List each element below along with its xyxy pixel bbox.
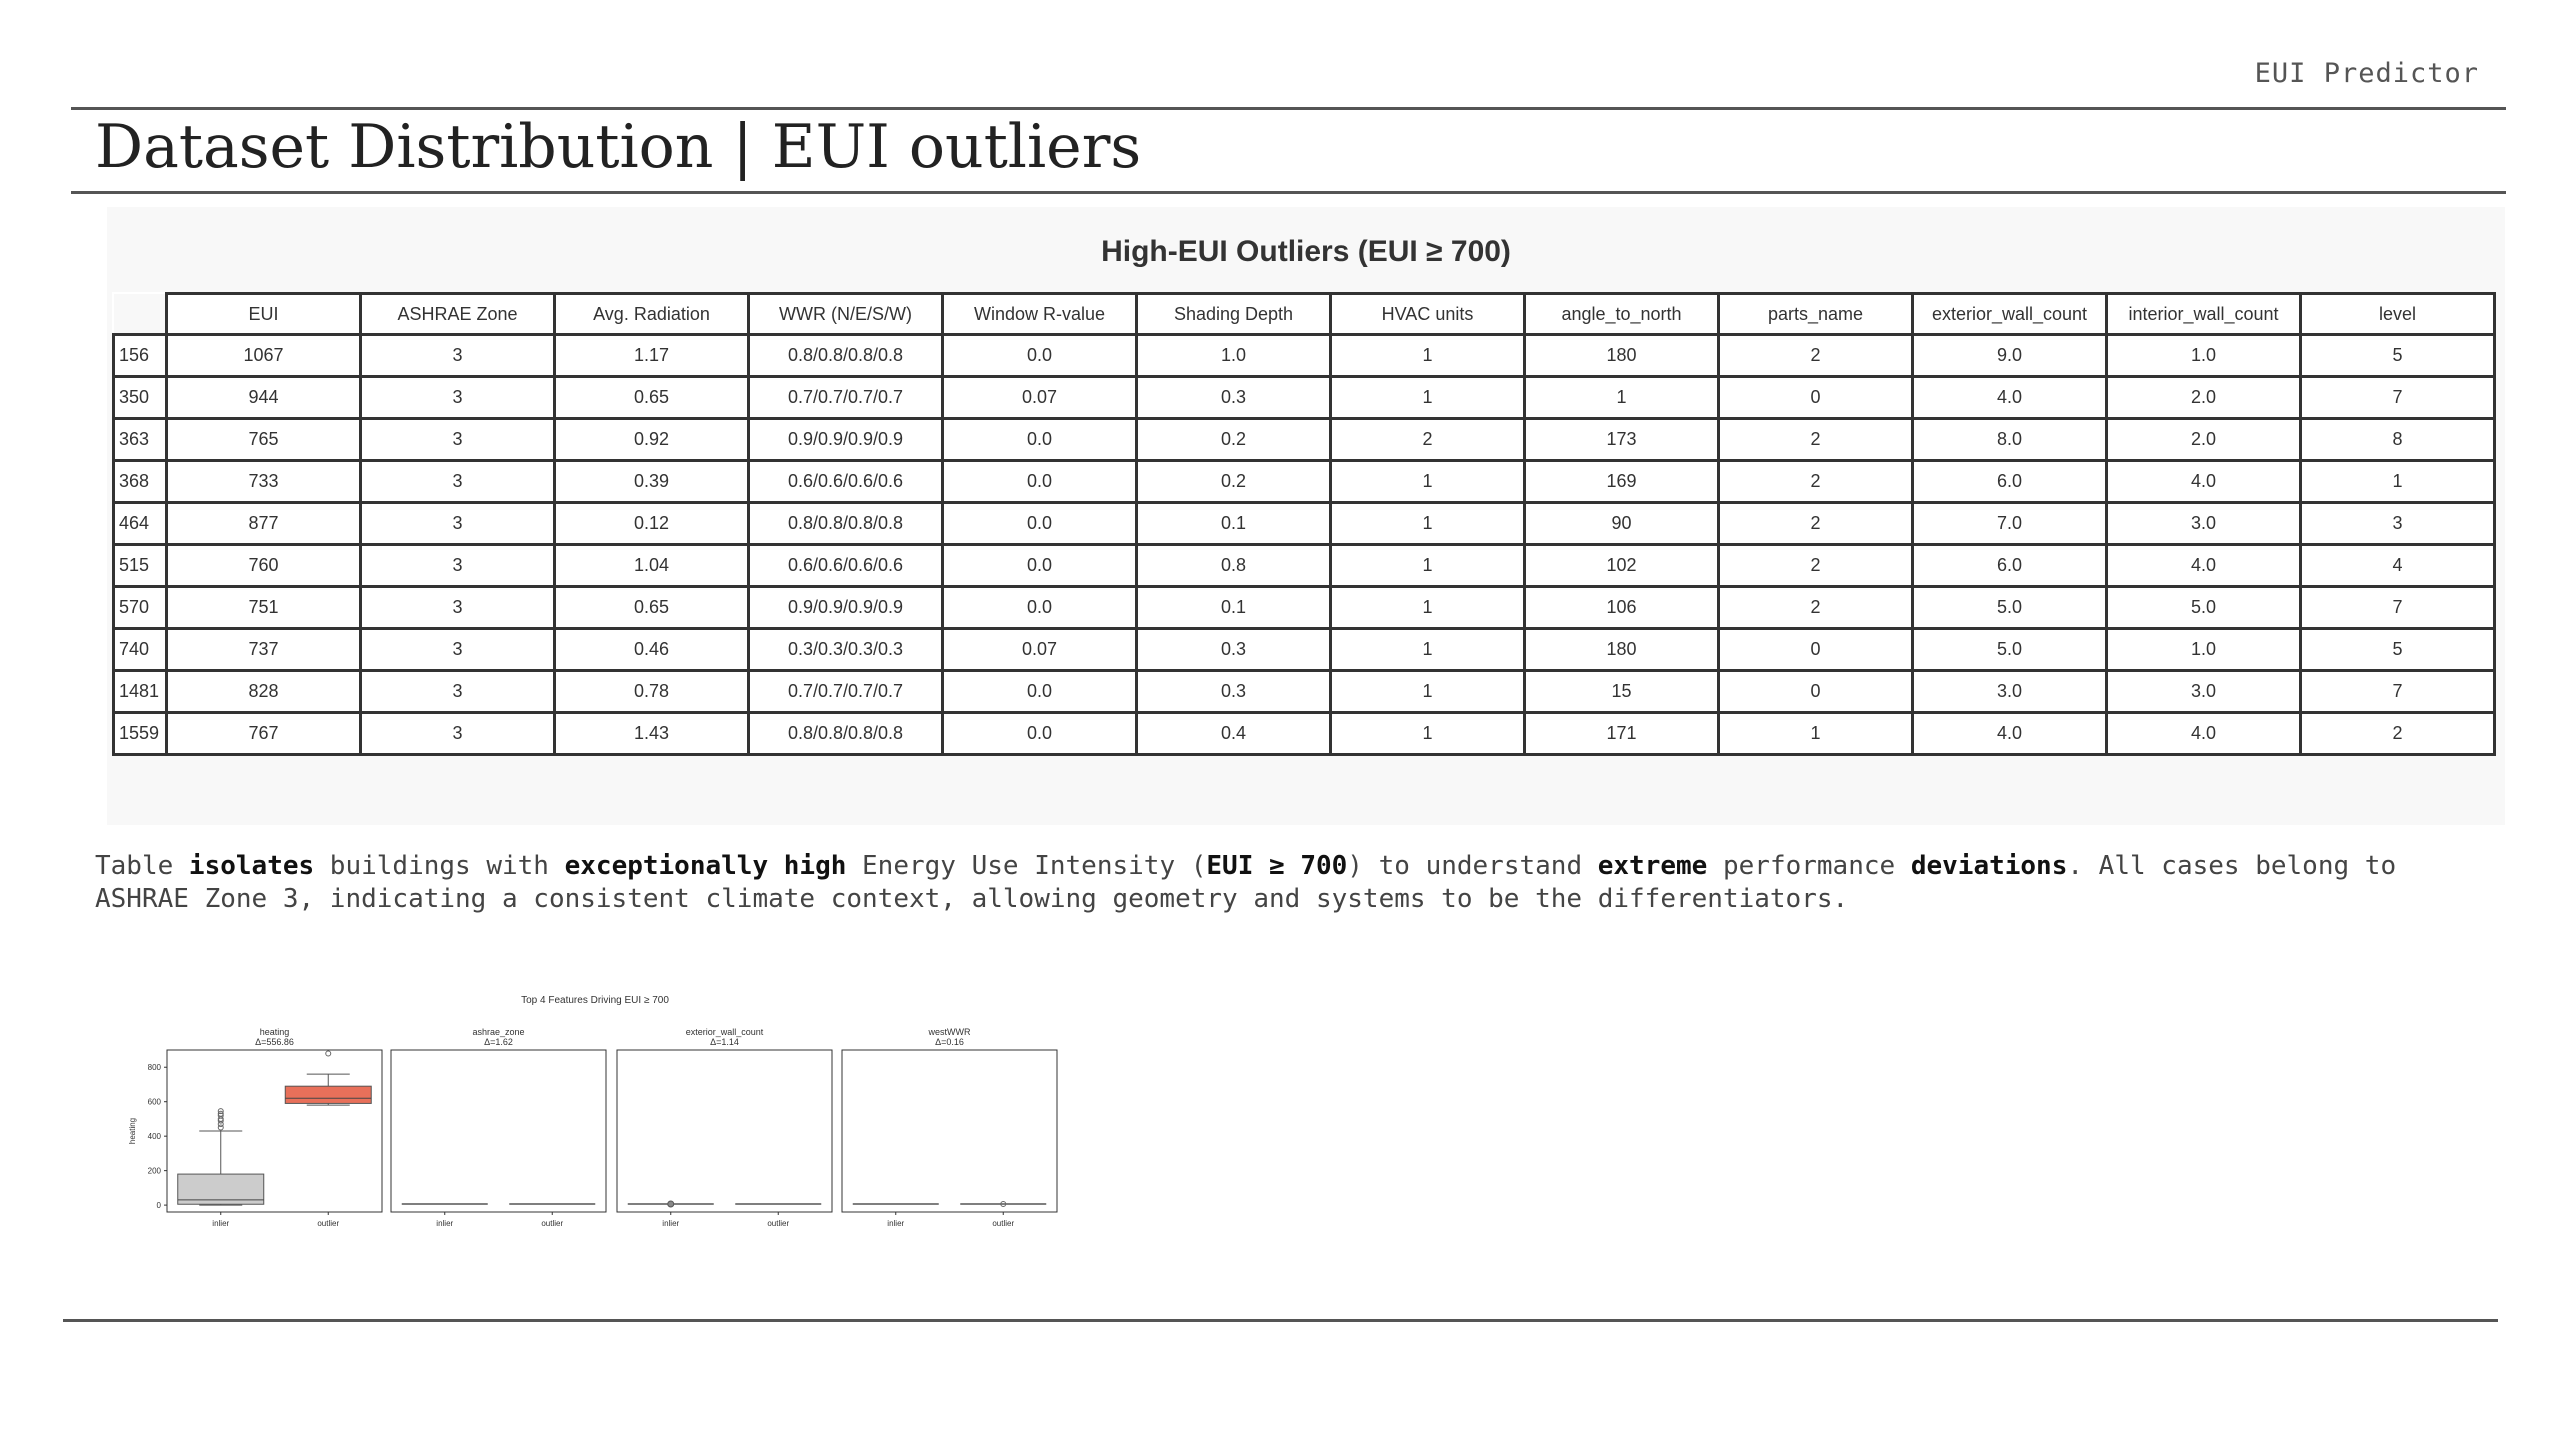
chart-title: Top 4 Features Driving EUI ≥ 700 bbox=[521, 995, 669, 1006]
table-cell: 1.43 bbox=[555, 713, 749, 755]
table-cell: 173 bbox=[1525, 419, 1719, 461]
column-header: WWR (N/E/S/W) bbox=[749, 294, 943, 335]
table-row bbox=[114, 629, 2495, 671]
table-cell: 0.39 bbox=[555, 461, 749, 503]
subplot-delta: Δ=556.86 bbox=[255, 1037, 294, 1047]
table-cell: 3 bbox=[361, 545, 555, 587]
table-cell: 4.0 bbox=[2107, 713, 2301, 755]
table-cell: 5.0 bbox=[1913, 587, 2107, 629]
x-tick-label: outlier bbox=[317, 1219, 340, 1228]
table-cell: 7 bbox=[2301, 377, 2495, 419]
top-rule bbox=[71, 107, 2506, 110]
table-cell: 0.7/0.7/0.7/0.7 bbox=[749, 377, 943, 419]
x-tick-label: outlier bbox=[767, 1219, 790, 1228]
table-cell: 1 bbox=[1331, 461, 1525, 503]
table-cell: 2 bbox=[1719, 587, 1913, 629]
table-cell: 3.0 bbox=[2107, 503, 2301, 545]
row-index: 515 bbox=[114, 545, 167, 587]
table-cell: 0.0 bbox=[943, 503, 1137, 545]
table-cell: 0.8/0.8/0.8/0.8 bbox=[749, 335, 943, 377]
table-cell: 0.7/0.7/0.7/0.7 bbox=[749, 671, 943, 713]
table-cell: 0.0 bbox=[943, 461, 1137, 503]
description-line-1 bbox=[95, 850, 2495, 883]
table-cell: 0.9/0.9/0.9/0.9 bbox=[749, 587, 943, 629]
column-header: angle_to_north bbox=[1525, 294, 1719, 335]
x-tick-label: outlier bbox=[541, 1219, 564, 1228]
table-cell: 0.2 bbox=[1137, 419, 1331, 461]
subplot-delta: Δ=1.62 bbox=[484, 1037, 513, 1047]
table-cell: 4.0 bbox=[2107, 545, 2301, 587]
table-cell: 3 bbox=[361, 503, 555, 545]
table-cell: 767 bbox=[167, 713, 361, 755]
table-cell: 0.0 bbox=[943, 545, 1137, 587]
table-cell: 5.0 bbox=[1913, 629, 2107, 671]
table-row bbox=[114, 461, 2495, 503]
table-cell: 0 bbox=[1719, 377, 1913, 419]
x-tick-label: inlier bbox=[887, 1219, 905, 1228]
y-tick-label: 0 bbox=[156, 1201, 161, 1211]
table-cell: 2 bbox=[1719, 545, 1913, 587]
subplot-title: heating bbox=[259, 1027, 290, 1037]
table-cell: 3 bbox=[361, 377, 555, 419]
table-row bbox=[114, 671, 2495, 713]
table-cell: 9.0 bbox=[1913, 335, 2107, 377]
table-cell: 3.0 bbox=[2107, 671, 2301, 713]
table-cell: 7 bbox=[2301, 671, 2495, 713]
x-tick-label: inlier bbox=[662, 1219, 680, 1228]
table-cell: 1.0 bbox=[2107, 335, 2301, 377]
table-cell: 3 bbox=[361, 461, 555, 503]
emphasis-text: exceptionally high bbox=[564, 851, 847, 881]
table-cell: 828 bbox=[167, 671, 361, 713]
table-cell: 7.0 bbox=[1913, 503, 2107, 545]
row-index: 740 bbox=[114, 629, 167, 671]
table-cell: 4.0 bbox=[1913, 713, 2107, 755]
table-cell: 733 bbox=[167, 461, 361, 503]
table-cell: 1 bbox=[1331, 671, 1525, 713]
table-cell: 7 bbox=[2301, 587, 2495, 629]
table-cell: 0 bbox=[1719, 671, 1913, 713]
description-text: buildings with bbox=[314, 851, 565, 881]
column-header: ASHRAE Zone bbox=[361, 294, 555, 335]
table-cell: 1 bbox=[1331, 503, 1525, 545]
table-cell: 8 bbox=[2301, 419, 2495, 461]
table-row bbox=[114, 419, 2495, 461]
table-cell: 3 bbox=[361, 671, 555, 713]
table-cell: 1.17 bbox=[555, 335, 749, 377]
y-tick-label: 800 bbox=[147, 1063, 161, 1073]
column-header: exterior_wall_count bbox=[1913, 294, 2107, 335]
table-cell: 0.9/0.9/0.9/0.9 bbox=[749, 419, 943, 461]
table-header-row bbox=[114, 294, 2495, 335]
subplot-title: westWWR bbox=[928, 1027, 971, 1037]
table-cell: 1 bbox=[1331, 545, 1525, 587]
bottom-rule bbox=[63, 1319, 2498, 1322]
table-cell: 0.0 bbox=[943, 671, 1137, 713]
table-cell: 0.8/0.8/0.8/0.8 bbox=[749, 713, 943, 755]
table-cell: 1 bbox=[2301, 461, 2495, 503]
description-text: performance bbox=[1707, 851, 1911, 881]
row-index: 570 bbox=[114, 587, 167, 629]
table-cell: 1.0 bbox=[1137, 335, 1331, 377]
table-cell: 4 bbox=[2301, 545, 2495, 587]
table-cell: 5 bbox=[2301, 629, 2495, 671]
table-cell: 4.0 bbox=[1913, 377, 2107, 419]
row-index: 363 bbox=[114, 419, 167, 461]
table-cell: 6.0 bbox=[1913, 461, 2107, 503]
table-cell: 0.46 bbox=[555, 629, 749, 671]
table-cell: 0.3/0.3/0.3/0.3 bbox=[749, 629, 943, 671]
table-row bbox=[114, 335, 2495, 377]
y-tick-label: 200 bbox=[147, 1166, 161, 1176]
page-title: Dataset Distribution | EUI outliers bbox=[95, 112, 1142, 182]
subplot-frame bbox=[391, 1050, 606, 1212]
row-index: 368 bbox=[114, 461, 167, 503]
table-cell: 0.8/0.8/0.8/0.8 bbox=[749, 503, 943, 545]
table-cell: 5.0 bbox=[2107, 587, 2301, 629]
table-cell: 0.4 bbox=[1137, 713, 1331, 755]
title-underline bbox=[71, 191, 2506, 194]
table-cell: 1 bbox=[1525, 377, 1719, 419]
table-cell: 0.2 bbox=[1137, 461, 1331, 503]
box-outlier bbox=[285, 1086, 371, 1103]
table-body bbox=[114, 335, 2495, 755]
table-cell: 760 bbox=[167, 545, 361, 587]
table-cell: 169 bbox=[1525, 461, 1719, 503]
table-cell: 90 bbox=[1525, 503, 1719, 545]
table-cell: 2.0 bbox=[2107, 419, 2301, 461]
table-cell: 0.07 bbox=[943, 377, 1137, 419]
x-tick-label: inlier bbox=[212, 1219, 230, 1228]
description-text: Table bbox=[95, 851, 189, 881]
table-cell: 0.0 bbox=[943, 419, 1137, 461]
table-cell: 751 bbox=[167, 587, 361, 629]
column-header: parts_name bbox=[1719, 294, 1913, 335]
table-cell: 765 bbox=[167, 419, 361, 461]
y-axis-label: heating bbox=[128, 1117, 137, 1145]
table-cell: 737 bbox=[167, 629, 361, 671]
table-cell: 2 bbox=[2301, 713, 2495, 755]
emphasis-text: extreme bbox=[1597, 851, 1708, 881]
table-cell: 3 bbox=[361, 335, 555, 377]
table-cell: 0 bbox=[1719, 629, 1913, 671]
table-cell: 0.0 bbox=[943, 713, 1137, 755]
feature-boxplot-chart bbox=[120, 985, 1070, 1230]
table-cell: 944 bbox=[167, 377, 361, 419]
table-cell: 1067 bbox=[167, 335, 361, 377]
row-index: 1481 bbox=[114, 671, 167, 713]
table-cell: 3 bbox=[2301, 503, 2495, 545]
row-index: 1559 bbox=[114, 713, 167, 755]
subplot-frame bbox=[842, 1050, 1057, 1212]
table-cell: 877 bbox=[167, 503, 361, 545]
table-cell: 180 bbox=[1525, 629, 1719, 671]
app-brand: EUI Predictor bbox=[2254, 58, 2479, 89]
table-cell: 1 bbox=[1331, 629, 1525, 671]
table-cell: 0.0 bbox=[943, 335, 1137, 377]
description-text: . All cases belong to bbox=[2067, 851, 2397, 881]
description-text: ) to understand bbox=[1347, 851, 1598, 881]
table-cell: 5 bbox=[2301, 335, 2495, 377]
table-cell: 3 bbox=[361, 629, 555, 671]
table-cell: 1 bbox=[1331, 587, 1525, 629]
column-header: EUI bbox=[167, 294, 361, 335]
table-cell: 0.8 bbox=[1137, 545, 1331, 587]
table-cell: 3 bbox=[361, 713, 555, 755]
table-cell: 3.0 bbox=[1913, 671, 2107, 713]
table-cell: 171 bbox=[1525, 713, 1719, 755]
table-cell: 2 bbox=[1719, 419, 1913, 461]
table-cell: 2 bbox=[1719, 503, 1913, 545]
table-cell: 8.0 bbox=[1913, 419, 2107, 461]
column-header: Avg. Radiation bbox=[555, 294, 749, 335]
row-index: 156 bbox=[114, 335, 167, 377]
table-row bbox=[114, 587, 2495, 629]
table-cell: 0.07 bbox=[943, 629, 1137, 671]
table-cell: 2.0 bbox=[2107, 377, 2301, 419]
table-cell: 0.78 bbox=[555, 671, 749, 713]
table-row bbox=[114, 377, 2495, 419]
subplot-title: exterior_wall_count bbox=[685, 1027, 764, 1037]
table-cell: 0.65 bbox=[555, 587, 749, 629]
column-header: interior_wall_count bbox=[2107, 294, 2301, 335]
emphasis-text: deviations bbox=[1910, 851, 2068, 881]
subplot-delta: Δ=0.16 bbox=[935, 1037, 964, 1047]
table-cell: 1.0 bbox=[2107, 629, 2301, 671]
y-tick-label: 600 bbox=[147, 1097, 161, 1107]
boxplot-svg bbox=[120, 985, 1070, 1230]
table-cell: 1.04 bbox=[555, 545, 749, 587]
description-text: Energy Use Intensity ( bbox=[846, 851, 1207, 881]
table-cell: 180 bbox=[1525, 335, 1719, 377]
description-line-2: ASHRAE Zone 3, indicating a consistent climate context, allowing geometry and systems to be the differentiators. bbox=[95, 884, 1849, 914]
table-cell: 4.0 bbox=[2107, 461, 2301, 503]
box-flier bbox=[668, 1201, 674, 1207]
table-cell: 3 bbox=[361, 587, 555, 629]
table-cell: 0.92 bbox=[555, 419, 749, 461]
table-cell: 0.1 bbox=[1137, 503, 1331, 545]
description bbox=[95, 850, 2495, 916]
table-cell: 1 bbox=[1331, 335, 1525, 377]
table-cell: 2 bbox=[1719, 461, 1913, 503]
table-cell: 0.65 bbox=[555, 377, 749, 419]
column-header: Window R-value bbox=[943, 294, 1137, 335]
table-title: High-EUI Outliers (EUI ≥ 700) bbox=[1101, 235, 1511, 268]
table-cell: 6.0 bbox=[1913, 545, 2107, 587]
x-tick-label: inlier bbox=[436, 1219, 454, 1228]
x-tick-label: outlier bbox=[992, 1219, 1015, 1228]
subplot-title: ashrae_zone bbox=[472, 1027, 525, 1037]
table-cell: 0.3 bbox=[1137, 377, 1331, 419]
table-corner bbox=[114, 294, 167, 335]
table-cell: 1 bbox=[1719, 713, 1913, 755]
table-cell: 0.0 bbox=[943, 587, 1137, 629]
table-cell: 2 bbox=[1331, 419, 1525, 461]
subplot-delta: Δ=1.14 bbox=[710, 1037, 739, 1047]
table-cell: 3 bbox=[361, 419, 555, 461]
table-cell: 0.3 bbox=[1137, 671, 1331, 713]
emphasis-text: isolates bbox=[188, 851, 315, 881]
table-cell: 1 bbox=[1331, 377, 1525, 419]
table-cell: 102 bbox=[1525, 545, 1719, 587]
table-cell: 106 bbox=[1525, 587, 1719, 629]
column-header: level bbox=[2301, 294, 2495, 335]
y-tick-label: 400 bbox=[147, 1132, 161, 1142]
row-index: 350 bbox=[114, 377, 167, 419]
table-cell: 2 bbox=[1719, 335, 1913, 377]
table-row bbox=[114, 545, 2495, 587]
table-cell: 0.3 bbox=[1137, 629, 1331, 671]
outliers-table bbox=[112, 292, 2496, 756]
table-cell: 0.12 bbox=[555, 503, 749, 545]
outliers-table-panel bbox=[107, 207, 2505, 825]
emphasis-text: EUI ≥ 700 bbox=[1206, 851, 1348, 881]
table-cell: 0.6/0.6/0.6/0.6 bbox=[749, 545, 943, 587]
column-header: HVAC units bbox=[1331, 294, 1525, 335]
table-row bbox=[114, 503, 2495, 545]
column-header: Shading Depth bbox=[1137, 294, 1331, 335]
table-cell: 15 bbox=[1525, 671, 1719, 713]
subplot-frame bbox=[617, 1050, 832, 1212]
table-row bbox=[114, 713, 2495, 755]
table-cell: 0.6/0.6/0.6/0.6 bbox=[749, 461, 943, 503]
table-cell: 0.1 bbox=[1137, 587, 1331, 629]
row-index: 464 bbox=[114, 503, 167, 545]
table-cell: 1 bbox=[1331, 713, 1525, 755]
